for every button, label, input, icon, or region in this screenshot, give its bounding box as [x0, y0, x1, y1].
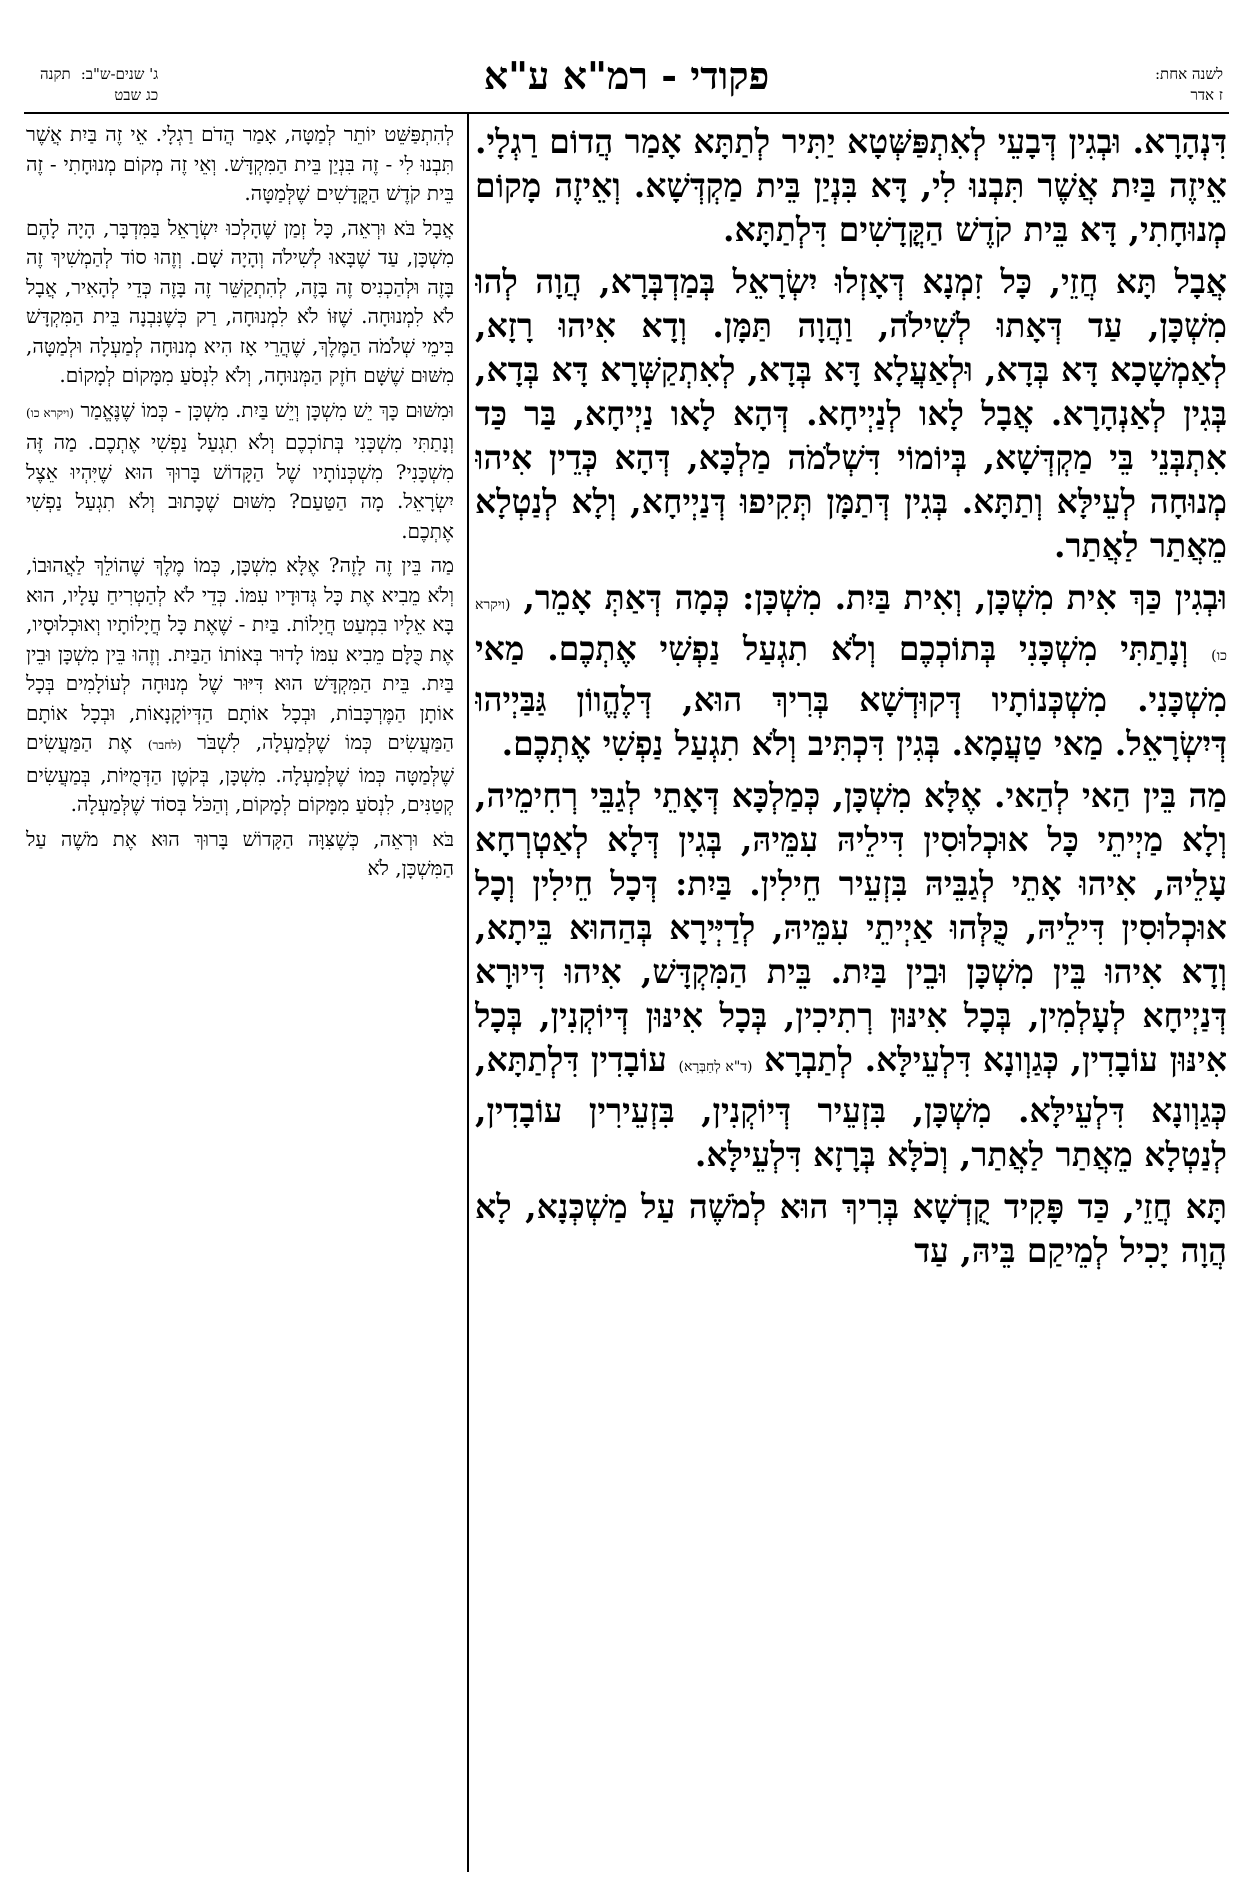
paragraph: [475, 576, 1227, 766]
paragraph: אֲבָל תָּא חֲזֵי, כָּל זִמְנָא דְּאָזְלוּ יִשְׂרָאֵל בְּמַדְבְּרָא, הֲוָה לְהוּ מִשְׁכָּן, עַד דְּאָתוּ לְשִׁילֹה, וַהֲוָה תַּמָּן. וְדָא אִיהוּ רָזָא, לְאַמְשָׁכָא דָּא בְּדָא, וּלְאַעֲלָא דָּא בְּדָא, לְאִתְקַשְּׁרָא דָּא בְּדָא, בְּגִין לְאַנְהָרָא. אֲבָל לָאו לְנַיְיחָא. דְּהָא לָאו נַיְיחָא, בַּר כַּד אִתְבְּנֵי בֵּי מַקְדְּשָׁא, בְּיוֹמוֹי דִּשְׁלֹמֹה מַלְכָּא, דְּהָא כְּדֵין אִיהוּ מְנוּחָה לְעֵילָּא וְתַתָּא. בְּגִין דְּתַמָּן תְּקִיפוּ דְּנַיְיחָא, וְלָא לְנַטְלָא מֵאֲתַר לַאֲתַר.: [475, 262, 1227, 565]
schedule-date: כג שבט: [114, 86, 159, 104]
paragraph-text: וּבְגִין כַּךְ אִית מִשְׁכָּן, וְאִית בַּיִת. מִשְׁכָּן: כְּמָה דְּאַתְּ אָמֵר,: [523, 578, 1227, 617]
paragraph-text: אֶת הַמַּעֲשִׂים שֶׁלְּמַטָּה כְּמוֹ שֶׁלְּמַעְלָה. מִשְׁכָּן, בְּקֹטֶן הַדְּמֻיּוֹת, בְּמַעֲשִׂים קְטַנִּים, לִנְסֹעַ מִמָּקוֹם לְמָקוֹם, וְהַכֹּל בְּסוֹד שֶׁלְּמַעְלָה.: [26, 730, 454, 816]
paragraph-text: מַה בֵּין הַאי לְהַאי. אֶלָּא מִשְׁכָּן, כְּמַלְכָּא דְּאָתֵי לְגַבֵּי רְחִימֵיה, וְלָא מַיְיתֵי כָּל אוּכְלוּסִין דִּילֵיהּ עִמֵּיהּ, בְּגִין דְּלָא לְאַטְרְחָא עָלֵיהּ, אִיהוּ אָתֵי לְגַבֵּיהּ בִּזְעֵיר חֵילִין. בַּיִת: דְּכָל חֵילִין וְכָל אוּכְלוּסִין דִּילֵיהּ, כֻּלְּהוּ אַיְיתֵי עִמֵּיהּ, לְדַיְּירָא בְּהַהוּא בֵּיתָא, וְדָא אִיהוּ בֵּין מִשְׁכָּן וּבֵין בַּיִת. בֵּית הַמִּקְדָּשׁ, אִיהוּ דִּיוּרָא דְּנַיְיחָא לְעָלְמִין, בְּכָל אִינּוּן רְתִיכִין, בְּכָל אִינּוּן דְּיוֹקְנִין, בְּכָל אִינּוּן עוֹבָדִין, כְּגַוְונָא דִּלְעֵילָּא. לְתַבְרָא: [475, 776, 1227, 1079]
paragraph: תָּא חֲזֵי, כַּד פָּקִיד קֻדְשָׁא בְּרִיךְ הוּא לְמֹשֶׁה עַל מַשְׁכְּנָא, לָא הֲוָה יָכִיל לְמֵיקַם בֵּיהּ, עַד: [475, 1187, 1227, 1270]
header-rule: [24, 112, 1229, 114]
translation-column: [26, 120, 454, 1860]
main-text-column: [475, 120, 1227, 1860]
schedule-date: ז אדר: [1190, 86, 1223, 104]
paragraph: דִּנְהָרָא. וּבְגִין דְּבָעֵי לְאִתְפַּשְּׁטָא יַתִּיר לְתַתָּא אָמַר הֲדוֹם רַגְלָי. אֵיזֶה בַּיִת אֲשֶׁר תִּבְנוּ לִי, דָּא בִּנְיַן בֵּית מַקְדְּשָׁא. וְאֵיזֶה מָקוֹם מְנוּחָתִי, דָּא בֵּית קֹדֶשׁ הַקֳּדָשִׁים דִּלְתַתָּא.: [475, 122, 1227, 249]
page-title: פקודי - רמ"א ע"א: [483, 53, 770, 98]
paragraph: בֹּא וּרְאֵה, כְּשֶׁצִּוָּה הַקָּדוֹשׁ בָּרוּךְ הוּא אֶת מֹשֶׁה עַל הַמִּשְׁכָּן, לֹא: [26, 826, 454, 880]
column-divider: [467, 112, 469, 1872]
source-reference: (ויקרא כו): [475, 597, 1227, 664]
paragraph: אֲבָל בֹּא וּרְאֵה, כָּל זְמַן שֶׁהָלְכוּ יִשְׂרָאֵל בַּמִּדְבָּר, הָיָה לָהֶם מִשְׁכָּן, עַד שֶׁבָּאוּ לְשִׁילֹה וְהָיָה שָׁם. וְזֶהוּ סוֹד לְהַמְשִׁיךְ זֶה בָּזֶה וּלְהַכְנִיס זֶה בָּזֶה, לְהִתְקַשֵּׁר זֶה בָּזֶה כְּדֵי לְהָאִיר, אֲבָל לֹא לִמְנוּחָה. שֶׁזּוֹ לֹא לִמְנוּחָה, רַק כְּשֶׁנִּבְנָה בֵּית הַמִּקְדָּשׁ בִּימֵי שְׁלֹמֹה הַמֶּלֶךְ, שֶׁהֲרֵי אָז הִיא מְנוּחָה לְמַעְלָה וּלְמַטָּה, מִשּׁוּם שֶׁשָּׁם חֹזֶק הַמְּנוּחָה, וְלֹא לִנְסֹעַ מִמָּקוֹם לְמָקוֹם.: [26, 215, 454, 387]
paragraph-text: מַה בֵּין זֶה לָזֶה? אֶלָּא מִשְׁכָּן, כְּמוֹ מֶלֶךְ שֶׁהוֹלֵךְ לַאֲהוּבוֹ, וְלֹא מֵבִיא אֶת כָּל גְּדוּדָיו עִמּוֹ. כְּדֵי לֹא לְהַטְרִיחַ עָלָיו, הוּא בָּא אֵלָיו בִּמְעַט חֲיָלוֹת. בַּיִת - שֶׁאֶת כָּל חֲיָלוֹתָיו וְאוּכְלוּסָיו, אֶת כֻּלָּם מֵבִיא עִמּוֹ לָדוּר בְּאוֹתוֹ הַבַּיִת. וְזֶהוּ בֵּין מִשְׁכָּן וּבֵין בַּיִת. בֵּית הַמִּקְדָּשׁ הוּא דִּיּוּר שֶׁל מְנוּחָה לְעוֹלָמִים בְּכָל אוֹתָן הַמֶּרְכָּבוֹת, וּבְכָל אוֹתָם הַדְּיוֹקָנָאוֹת, וּבְכָל אוֹתָם הַמַּעֲשִׂים כְּמוֹ שֶׁלְּמַעְלָה, לִשְׁבֹּר: [26, 553, 454, 754]
source-reference: (ויקרא כו): [26, 405, 74, 420]
variant-reading: (לחבר): [147, 738, 182, 752]
schedule-row: [30, 64, 158, 85]
page-header: [24, 44, 1229, 114]
paragraph: [26, 396, 454, 547]
paragraph: [475, 774, 1227, 1177]
paragraph-text: וְנָתַתִּי מִשְׁכָּנִי בְּתוֹכְכֶם וְלֹא תִגְעַל נַפְשִׁי אֶתְכֶם. מַה זֶּה מִשְׁכָּנִי? מִשְׁכְּנוֹתָיו שֶׁל הַקָּדוֹשׁ בָּרוּךְ הוּא שֶׁיִּהְיוּ אֵצֶל יִשְׂרָאֵל. מָה הַטַּעַם? מִשּׁוּם שֶׁכָּתוּב וְלֹא תִגְעַל נַפְשִׁי אֶתְכֶם.: [26, 430, 454, 543]
study-schedule-three-years: [30, 64, 158, 106]
paragraph-text: עוֹבָדִין דִּלְתַתָּא, כְּגַוְונָא דִּלְעֵילָּא. מִשְׁכָּן, בִּזְעֵיר דְּיוֹקְנִין, בִּזְעֵירִין עוֹבָדִין, לְנַטְלָא מֵאֲתַר לַאֲתַר, וְכֹלָּא בְּרָזָא דִּלְעֵילָּא.: [475, 1040, 1227, 1174]
variant-reading: (ד"א לְחַבְּרָא): [678, 1059, 753, 1075]
paragraph-text: וְנָתַתִּי מִשְׁכָּנִי בְּתוֹכְכֶם וְלֹא תִגְעַל נַפְשִׁי אֶתְכֶם. מַאי מִשְׁכָּנִי. מִשְׁכְּנוֹתָיו דְּקוּדְשָׁא בְּרִיךְ הוּא, דְּלֶהֱווֹן גַּבַּיְיהוּ דְּיִשְׂרָאֵל. מַאי טַעֲמָא. בְּגִין דִּכְתִּיב וְלֹא תִגְעַל נַפְשִׁי אֶתְכֶם.: [475, 629, 1227, 763]
paragraph: לְהִתְפַּשֵּׁט יוֹתֵר לְמַטָּה, אָמַר הֲדֹם רַגְלָי. אֵי זֶה בַּיִת אֲשֶׁר תִּבְנוּ לִי - זֶה בִּנְיַן בֵּית הַמִּקְדָּשׁ. וְאֵי זֶה מְקוֹם מְנוּחָתִי - זֶה בֵּית קֹדֶשׁ הַקֳּדָשִׁים שֶׁלְּמַטָּה.: [26, 122, 454, 205]
paragraph-text: וּמִשּׁוּם כָּךְ יֵשׁ מִשְׁכָּן וְיֵשׁ בַּיִת. מִשְׁכָּן - כְּמוֹ שֶׁנֶּאֱמַר: [80, 397, 454, 422]
schedule-label: ג' שנים-ש"ב:: [80, 65, 159, 83]
section-name: תקנה: [40, 65, 71, 83]
schedule-label: לשנה אחת:: [1155, 65, 1223, 83]
paragraph: [26, 551, 454, 820]
